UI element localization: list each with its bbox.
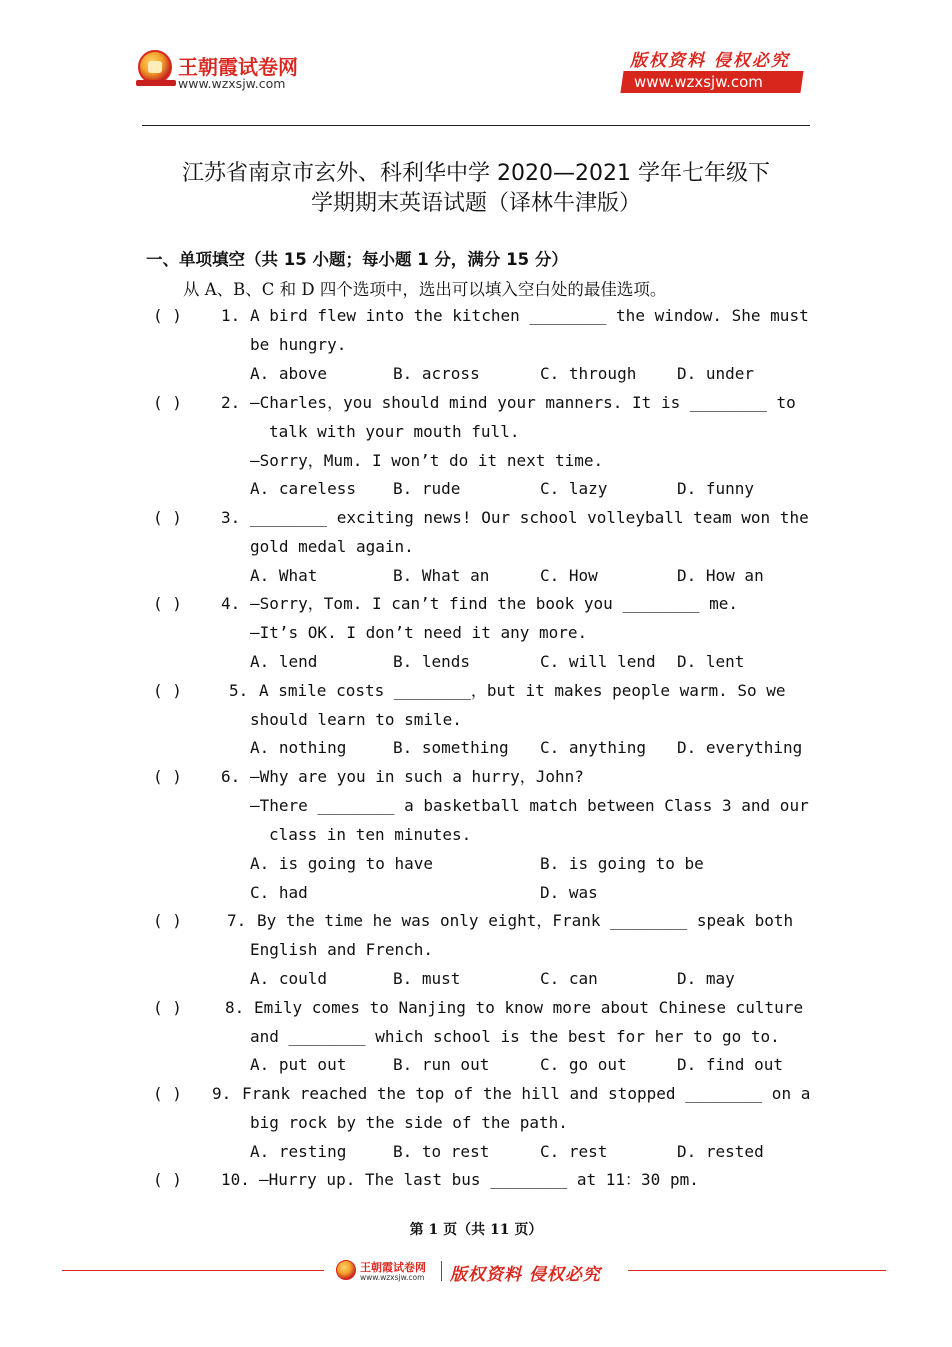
question-text: should learn to smile. (250, 710, 462, 729)
question-text: —Sorry，Tom. I can’t find the book you ________ me. (250, 594, 739, 613)
site-logo[interactable] (136, 48, 316, 96)
option-b: B. run out (393, 1055, 490, 1074)
option-b: B. is going to be (540, 854, 704, 873)
option-d: D. may (677, 969, 735, 988)
option-d: D. rested (677, 1142, 764, 1161)
ribbon-icon (136, 80, 176, 86)
answer-blank[interactable]: ( ) (153, 998, 182, 1017)
question-text: —Hurry up. The last bus ________ at 11：30 pm. (259, 1170, 699, 1189)
option-b: B. to rest (393, 1142, 490, 1161)
footer-logo[interactable] (336, 1259, 446, 1285)
option-d: D. under (677, 364, 755, 383)
question-text: —Why are you in such a hurry，John? (250, 767, 584, 786)
option-b: B. something (393, 738, 509, 757)
option-a: A. is going to have (250, 854, 434, 873)
answer-blank[interactable]: ( ) (153, 911, 182, 930)
option-a: A. What (250, 566, 318, 585)
question-number: 1. (221, 306, 241, 325)
question-text: —There ________ a basketball match between Class 3 and our (250, 796, 809, 815)
seal-icon (336, 1260, 356, 1280)
question-number: 8. (225, 998, 245, 1017)
option-a: A. nothing (250, 738, 347, 757)
answer-blank[interactable]: ( ) (153, 681, 182, 700)
footer-line-right (628, 1270, 886, 1271)
option-d: D. funny (677, 479, 755, 498)
question-number: 5. (229, 681, 249, 700)
footer-line-left (62, 1270, 324, 1271)
option-c: C. How (540, 566, 598, 585)
url-banner-text[interactable]: www.wzxsjw.com (634, 73, 763, 91)
option-c: C. can (540, 969, 598, 988)
copyright-slogan: 版权资料 侵权必究 (630, 51, 790, 71)
option-c: C. lazy (540, 479, 608, 498)
option-c: C. rest (540, 1142, 608, 1161)
option-b: B. rude (393, 479, 461, 498)
question-text: A smile costs ________，but it makes people warm. So we (259, 681, 786, 700)
option-a: A. could (250, 969, 328, 988)
option-c: C. will lend (540, 652, 656, 671)
option-b: B. across (393, 364, 480, 383)
question-number: 7. (227, 911, 247, 930)
option-c: C. had (250, 883, 308, 902)
answer-blank[interactable]: ( ) (153, 508, 182, 527)
answer-blank[interactable]: ( ) (153, 1170, 182, 1189)
seal-icon (138, 50, 172, 84)
question-text: —It’s OK. I don’t need it any more. (250, 623, 588, 642)
question-text: —Charles，you should mind your manners. It is ________ to (250, 393, 796, 412)
option-d: D. How an (677, 566, 764, 585)
brand-name: 王朝霞试卷网 (178, 55, 298, 79)
option-b: B. lends (393, 652, 471, 671)
option-d: D. was (540, 883, 598, 902)
question-text: Frank reached the top of the hill and stopped ________ on a (242, 1084, 811, 1103)
question-text: A bird flew into the kitchen ________ the window. She must (250, 306, 809, 325)
question-number: 4. (221, 594, 241, 613)
question-text: English and French. (250, 940, 434, 959)
answer-blank[interactable]: ( ) (153, 306, 182, 325)
option-a: A. resting (250, 1142, 347, 1161)
option-b: B. must (393, 969, 461, 988)
answer-blank[interactable]: ( ) (153, 1084, 182, 1103)
question-text: By the time he was only eight，Frank ________ speak both (257, 911, 794, 930)
question-text: gold medal again. (250, 537, 414, 556)
answer-blank[interactable]: ( ) (153, 767, 182, 786)
footer-slogan: 版权资料 侵权必究 (450, 1265, 601, 1285)
option-d: D. everything (677, 738, 803, 757)
option-a: A. lend (250, 652, 318, 671)
question-text: Emily comes to Nanjing to know more about Chinese culture (254, 998, 804, 1017)
question-number: 6. (221, 767, 241, 786)
answer-blank[interactable]: ( ) (153, 393, 182, 412)
option-d: D. lent (677, 652, 745, 671)
option-d: D. find out (677, 1055, 783, 1074)
option-a: A. careless (250, 479, 356, 498)
exam-title-line-2: 学期期末英语试题（译林牛津版） (310, 191, 641, 216)
question-number: 2. (221, 393, 241, 412)
question-number: 9. (212, 1084, 232, 1103)
question-text: be hungry. (250, 335, 347, 354)
footer-divider (441, 1261, 442, 1281)
option-c: C. anything (540, 738, 646, 757)
header-divider (142, 125, 810, 126)
option-a: A. put out (250, 1055, 347, 1074)
option-c: C. through (540, 364, 637, 383)
page-number: 第 1 页（共 11 页） (409, 1222, 543, 1238)
copyright-banner (620, 44, 810, 96)
section-heading: 一、单项填空（共 15 小题；每小题 1 分，满分 15 分） (146, 250, 568, 269)
question-text: big rock by the side of the path. (250, 1113, 568, 1132)
footer-brand-url: www.wzxsjw.com (360, 1273, 425, 1282)
exam-title-line-1: 江苏省南京市玄外、科利华中学 2020—2021 学年七年级下 (182, 161, 770, 186)
brand-url: www.wzxsjw.com (178, 76, 286, 91)
question-text: —Sorry，Mum. I won’t do it next time. (250, 451, 604, 470)
question-number: 3. (221, 508, 241, 527)
footer-brand-name: 王朝霞试卷网 (360, 1261, 426, 1274)
answer-blank[interactable]: ( ) (153, 594, 182, 613)
option-a: A. above (250, 364, 328, 383)
section-instruction: 从 A、B、C 和 D 四个选项中，选出可以填入空白处的最佳选项。 (183, 280, 667, 299)
question-text: class in ten minutes. (269, 825, 472, 844)
question-text: talk with your mouth full. (269, 422, 520, 441)
option-c: C. go out (540, 1055, 627, 1074)
option-b: B. What an (393, 566, 490, 585)
question-text: and ________ which school is the best for her to go to. (250, 1027, 780, 1046)
question-number: 10. (221, 1170, 250, 1189)
question-text: ________ exciting news! Our school volleyball team won the (250, 508, 809, 527)
